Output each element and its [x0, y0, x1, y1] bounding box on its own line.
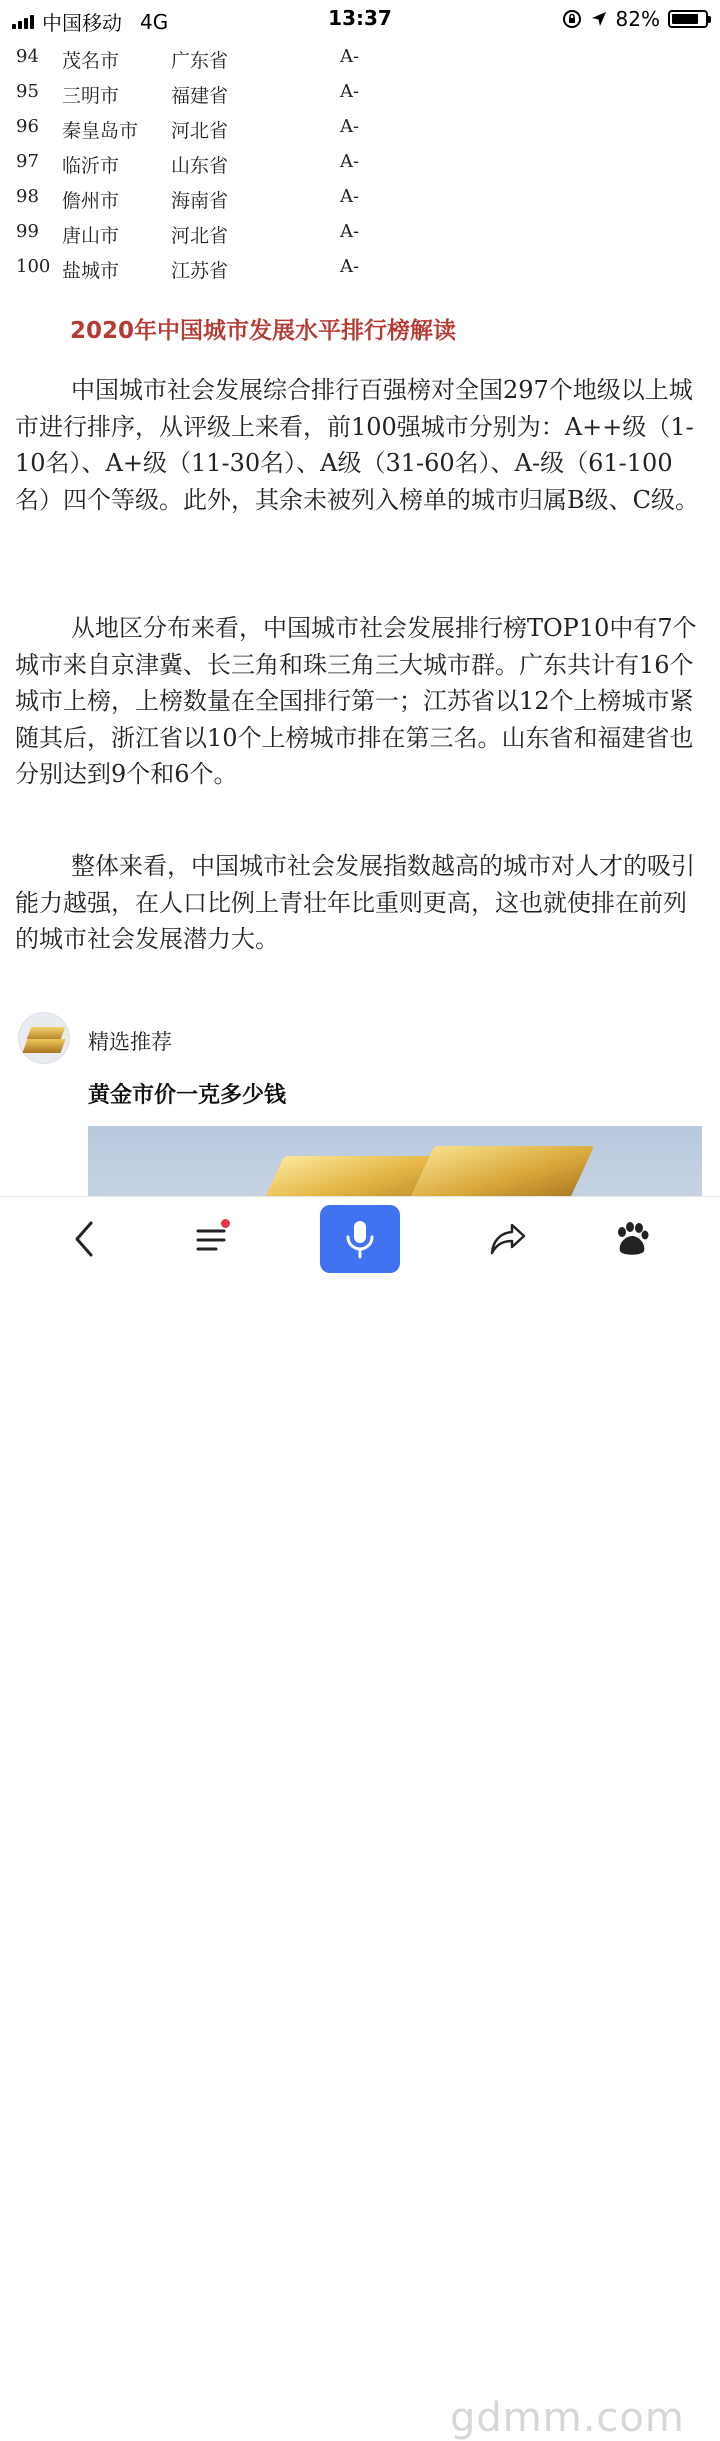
recommend-label: 精选推荐	[88, 1030, 172, 1054]
rotation-lock-icon	[562, 9, 582, 29]
grade-label: A-	[340, 81, 360, 102]
rank-number: 96	[16, 116, 39, 137]
ranking-table	[0, 40, 720, 285]
rank-number: 99	[16, 221, 39, 242]
microphone-icon	[343, 1217, 377, 1261]
province-name: 江苏省	[171, 260, 229, 282]
province-name: 山东省	[171, 155, 229, 177]
grade-label: A-	[340, 221, 360, 242]
ranking-row	[0, 75, 720, 110]
ranking-row	[0, 110, 720, 145]
baidu-home-button[interactable]	[600, 1207, 664, 1271]
city-name: 盐城市	[62, 260, 120, 282]
paragraph-1: 中国城市社会发展综合排行百强榜对全国297个地级以上城市进行排序，从评级上来看，前100强城市分别为：A++级（1-10名）、A+级（11-30名）、A级（31-60名）、A-级（61-100名）四个等级。此外，其余未被列入榜单的城市归属B级、C级。	[15, 376, 699, 514]
baidu-icon	[612, 1219, 652, 1259]
menu-button[interactable]	[180, 1207, 244, 1271]
grade-label: A-	[340, 116, 360, 137]
ranking-row	[0, 215, 720, 250]
back-button[interactable]	[52, 1207, 116, 1271]
share-icon	[488, 1221, 528, 1257]
city-name: 秦皇岛市	[62, 120, 139, 142]
recommend-avatar[interactable]	[18, 1012, 70, 1064]
rank-number: 94	[16, 46, 39, 67]
grade-label: A-	[340, 46, 360, 67]
battery-icon	[668, 10, 708, 28]
rank-number: 98	[16, 186, 39, 207]
watermark: gdmm.com	[450, 2395, 685, 2441]
rank-number: 100	[16, 256, 51, 277]
ranking-row	[0, 250, 720, 285]
bottom-toolbar	[0, 1196, 720, 2441]
paragraph-3: 整体来看，中国城市社会发展指数越高的城市对人才的吸引能力越强，在人口比例上青壮年比重则更高，这也就使排在前列的城市社会发展潜力大。	[15, 852, 695, 953]
province-name: 河北省	[171, 120, 229, 142]
province-name: 河北省	[171, 225, 229, 247]
province-name: 海南省	[171, 190, 229, 212]
gold-bar-icon-2	[22, 1039, 65, 1053]
battery-percent: 82%	[615, 7, 660, 31]
city-name: 茂名市	[62, 50, 120, 72]
status-right	[562, 7, 708, 31]
network-label: 4G	[140, 9, 169, 34]
grade-label: A-	[340, 256, 360, 277]
city-name: 三明市	[62, 85, 120, 107]
province-name: 福建省	[171, 85, 229, 107]
city-name: 临沂市	[62, 155, 120, 177]
city-name: 儋州市	[62, 190, 120, 212]
battery-level	[672, 14, 698, 24]
notification-dot	[221, 1219, 230, 1228]
grade-label: A-	[340, 186, 360, 207]
ranking-row	[0, 145, 720, 180]
recommend-thumbnail[interactable]	[88, 1126, 702, 1201]
ranking-row	[0, 40, 720, 75]
share-button[interactable]	[476, 1207, 540, 1271]
clock: 13:37	[328, 6, 392, 30]
province-name: 广东省	[171, 50, 229, 72]
carrier-label: 中国移动	[42, 11, 122, 35]
back-icon	[69, 1219, 99, 1259]
recommend-article-title[interactable]: 黄金市价一克多少钱	[88, 1083, 287, 1108]
location-icon	[590, 10, 608, 28]
paragraph-2: 从地区分布来看，中国城市社会发展排行榜TOP10中有7个城市来自京津冀、长三角和珠三角三大城市群。广东共计有16个城市上榜，上榜数量在全国排行第一；江苏省以12个上榜城市紧随其后，浙江省以10个上榜城市排在第三名。山东省和福建省也分别达到9个和6个。	[15, 614, 697, 788]
rank-number: 95	[16, 81, 39, 102]
status-bar	[0, 0, 720, 38]
city-name: 唐山市	[62, 225, 120, 247]
gold-bar-icon	[27, 1027, 65, 1039]
grade-label: A-	[340, 151, 360, 172]
rank-number: 97	[16, 151, 39, 172]
section-title: 2020年中国城市发展水平排行榜解读	[70, 318, 457, 344]
ranking-row	[0, 180, 720, 215]
voice-search-button[interactable]	[320, 1205, 400, 1273]
